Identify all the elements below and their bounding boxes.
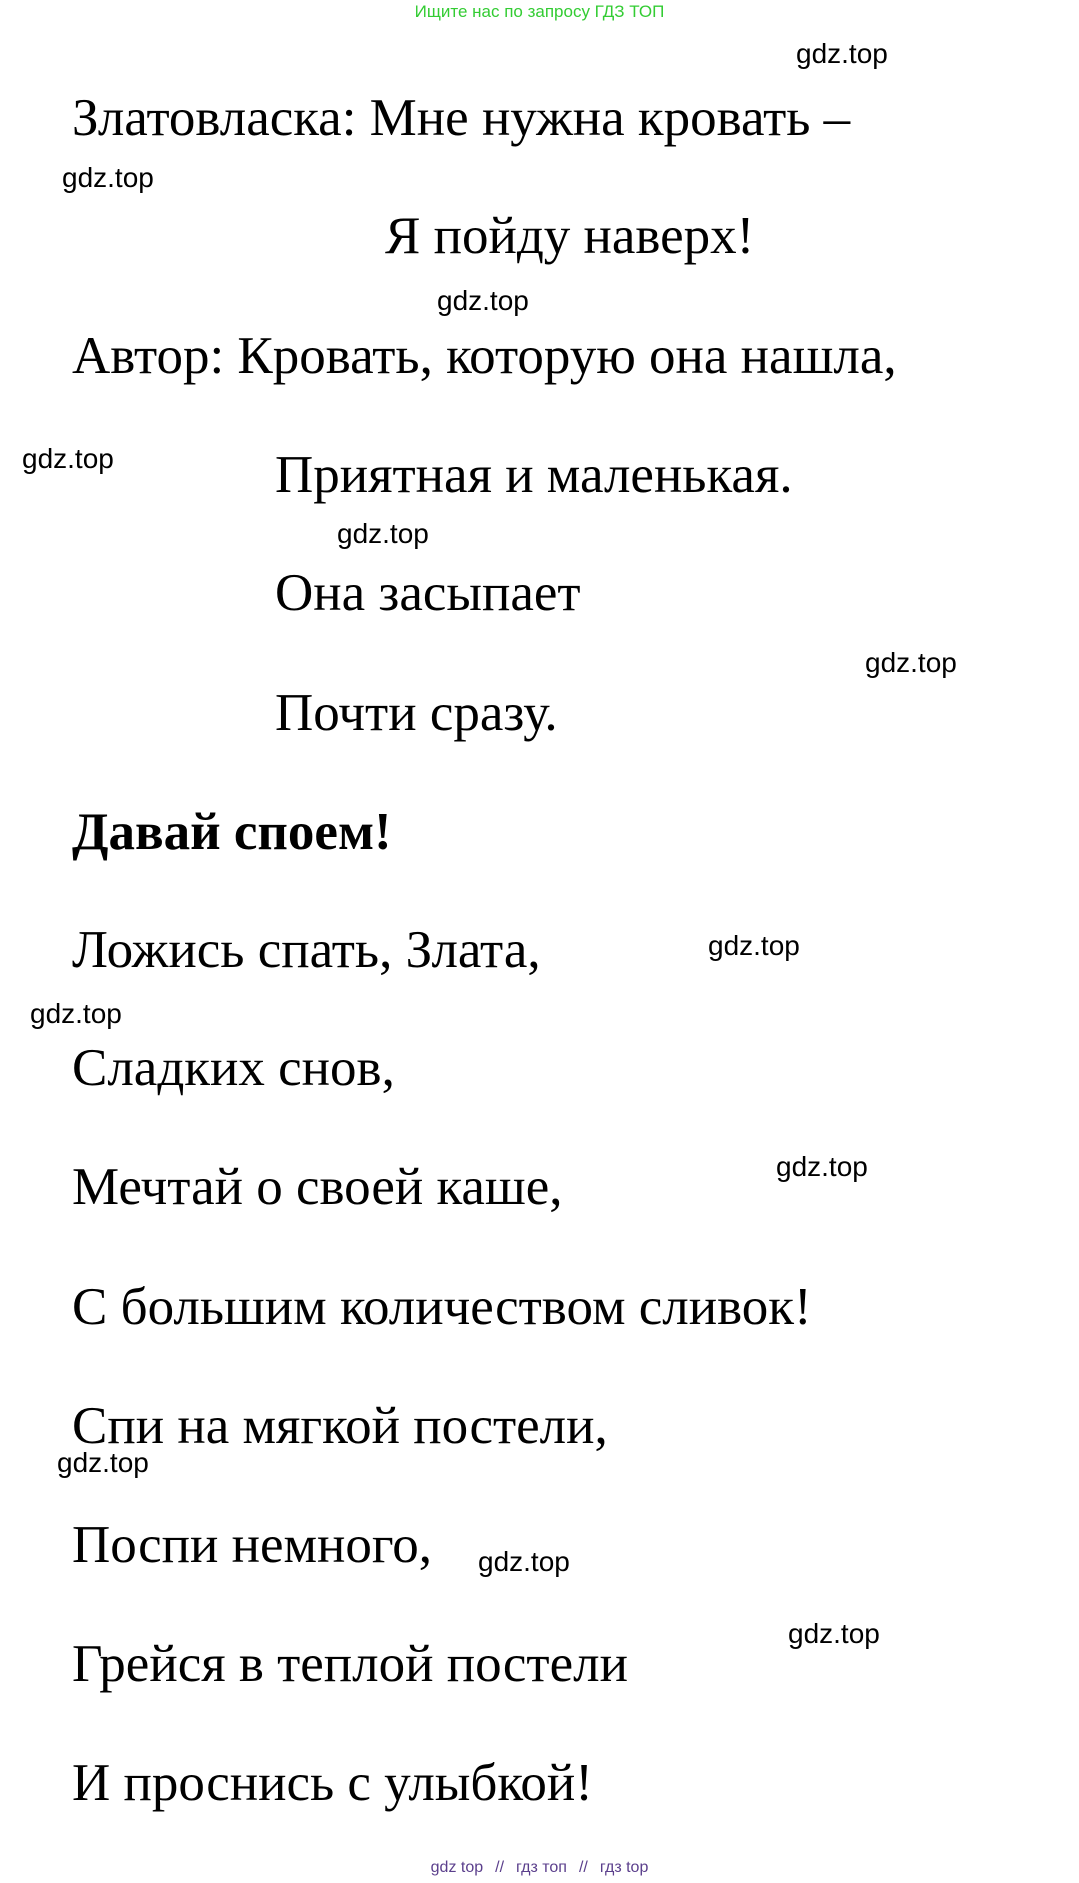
poem-line-4: Приятная и маленькая.: [275, 446, 793, 504]
watermark: gdz.top: [776, 1151, 868, 1182]
song-heading: Давай споем!: [72, 803, 392, 861]
footer-separator: //: [578, 1859, 588, 1876]
footer-item: гдз top: [599, 1859, 649, 1876]
watermark: gdz.top: [57, 1447, 149, 1478]
song-line-2: Сладких снов,: [72, 1039, 395, 1097]
watermark: gdz.top: [337, 518, 429, 549]
song-line-8: И проснись с улыбкой!: [72, 1754, 593, 1812]
watermark: gdz.top: [708, 930, 800, 961]
song-line-1: Ложись спать, Злата,: [72, 921, 541, 979]
watermark: gdz.top: [437, 285, 529, 316]
watermark: gdz.top: [62, 162, 154, 193]
watermark: gdz.top: [865, 647, 957, 678]
song-line-3: Мечтай о своей каше,: [72, 1158, 563, 1216]
poem-line-5: Она засыпает: [275, 564, 581, 622]
watermark: gdz.top: [788, 1618, 880, 1649]
watermark: gdz.top: [796, 38, 888, 69]
poem-line-2: Я пойду наверх!: [385, 207, 755, 265]
poem-line-6: Почти сразу.: [275, 684, 558, 742]
song-line-7: Грейся в теплой постели: [72, 1635, 628, 1693]
footer-item: гдз топ: [516, 1859, 567, 1876]
footer: [0, 1859, 1079, 1877]
watermark: gdz.top: [30, 998, 122, 1029]
song-line-6: Поспи немного,: [72, 1516, 433, 1574]
watermark: gdz.top: [478, 1546, 570, 1577]
song-line-5: Спи на мягкой постели,: [72, 1397, 608, 1455]
song-line-4: С большим количеством сливок!: [72, 1278, 812, 1336]
watermark: gdz.top: [22, 443, 114, 474]
poem-line-3: Автор: Кровать, которую она нашла,: [72, 327, 897, 385]
poem-line-1: Златовласка: Мне нужна кровать –: [72, 89, 851, 147]
footer-separator: //: [495, 1859, 505, 1876]
footer-item: gdz top: [430, 1859, 484, 1876]
top-banner: Ищите нас по запросу ГДЗ ТОП: [414, 2, 665, 21]
